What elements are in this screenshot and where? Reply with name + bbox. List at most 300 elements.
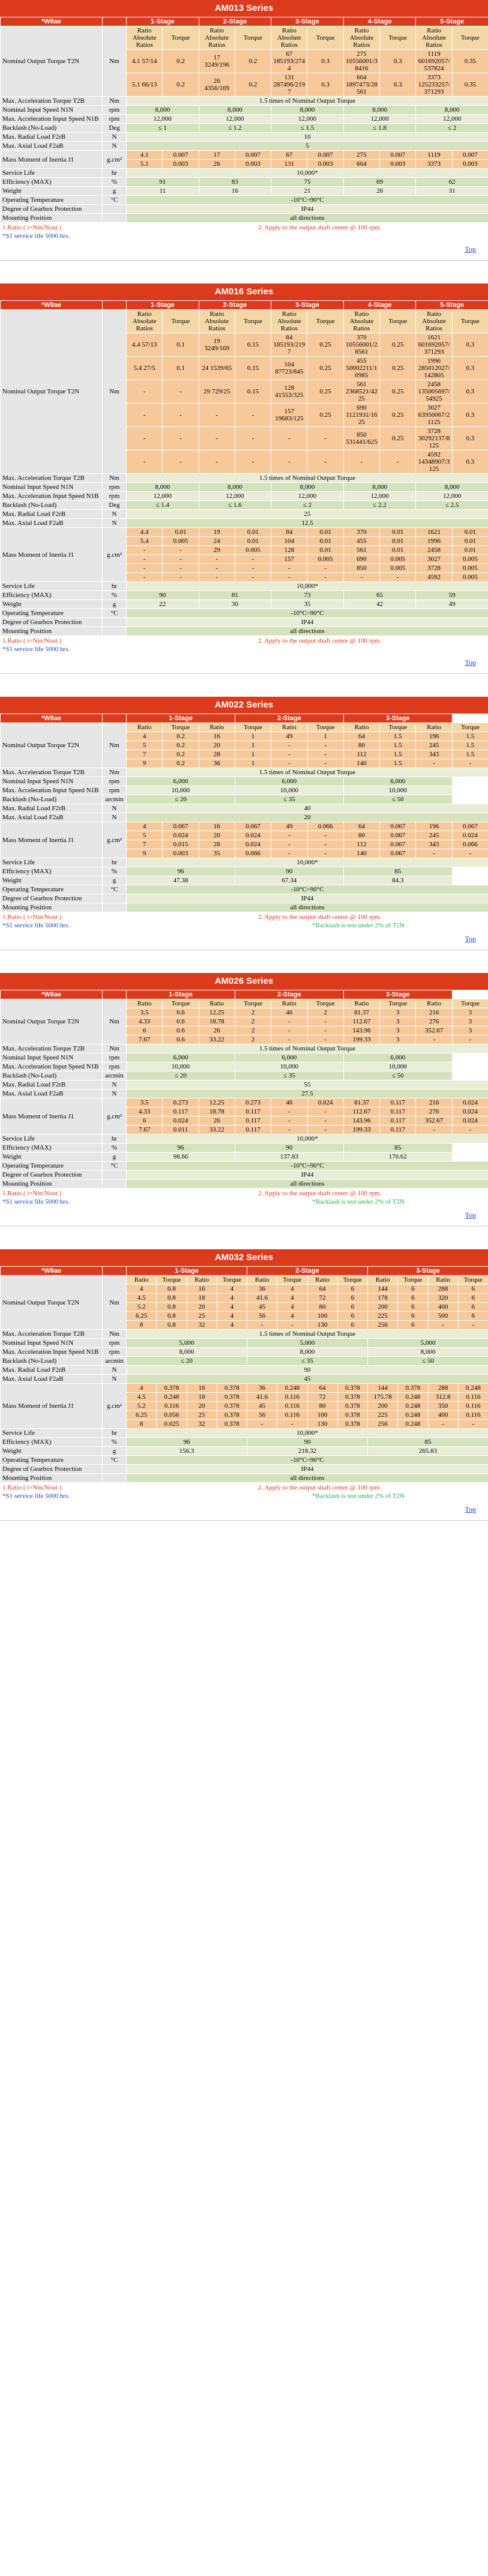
operating-temperature — [1, 885, 488, 894]
torque-value: 3 — [380, 1035, 416, 1044]
inertia-value: 9 — [127, 849, 163, 858]
inertia-value: 12.25 — [199, 1099, 235, 1108]
inertia-value: 3373 — [416, 160, 452, 169]
torque-value: 0.25 — [307, 380, 343, 404]
service-life — [1, 582, 488, 591]
weight-value: 47.38 — [127, 876, 235, 885]
weight-value: 21 — [271, 187, 344, 196]
inertia-value: - — [199, 573, 235, 582]
column-subheader: Ratio — [368, 1276, 398, 1285]
nominal-input-speed — [1, 777, 488, 786]
stage-header: 1-Stage — [127, 714, 235, 723]
inertia-value: 0.067 — [235, 822, 271, 831]
max-accel-torque-label: Max. Acceleration Torque T2B — [1, 1330, 103, 1339]
torque-value: 112 — [343, 750, 379, 759]
backlash-value: ≤ 2.5 — [416, 501, 488, 510]
torque-value: 26 — [199, 1026, 235, 1035]
inertia-value: 35 — [199, 849, 235, 858]
torque-value: - — [307, 1035, 343, 1044]
stage-header: 1-Stage — [127, 301, 199, 310]
inertia-value: 5.1 — [127, 160, 163, 169]
header-row — [1, 301, 488, 310]
inertia-value: 5.2 — [127, 1402, 157, 1411]
max-radial-load-label: Max. Radial Load F2rB — [1, 510, 103, 519]
stage-header: 5-Stage — [416, 17, 488, 26]
stage-header: 3-Stage — [368, 1267, 488, 1276]
inertia-value: 0.024 — [163, 1117, 199, 1126]
max-accel-input-speed-value: 8,000 — [368, 1348, 488, 1357]
inertia-value: 1996 — [416, 537, 452, 546]
torque-value: 0.3 — [307, 73, 343, 97]
gearbox-protection — [1, 1465, 488, 1474]
max-axial-load-unit: N — [103, 1375, 127, 1384]
torque-value: 3 — [380, 1008, 416, 1017]
column-subheader: Ratio — [343, 723, 379, 732]
column-subheader: Torque — [452, 310, 488, 333]
column-subheader: Ratio — [199, 999, 235, 1008]
inertia-value: 1621 — [416, 528, 452, 537]
inertia-value: 0.116 — [277, 1393, 307, 1402]
watt-header: *W8ae — [1, 301, 103, 310]
torque-value: 112.67 — [343, 1017, 379, 1026]
footnote-service-life: *S1 service life 5000 hrs. — [2, 1198, 70, 1205]
inertia-value: 0.248 — [398, 1393, 428, 1402]
max-accel-input-speed-value: 10,000 — [235, 786, 343, 795]
inertia-value: 80 — [343, 831, 379, 840]
inertia-value: - — [380, 573, 416, 582]
efficiency-value: 96 — [127, 867, 235, 876]
torque-value: - — [235, 450, 271, 474]
inertia-value: 80 — [307, 1402, 337, 1411]
inertia-value: 216 — [416, 1099, 452, 1108]
torque-value: 3373 125233257/371293 — [416, 73, 452, 97]
inertia-value: 26 — [199, 160, 235, 169]
inertia-value: 0.116 — [157, 1402, 187, 1411]
inertia-value: 64 — [307, 1384, 337, 1393]
inertia-value: 0.378 — [337, 1411, 367, 1420]
torque-value: 128 41553/325 — [271, 380, 307, 404]
torque-value: 7 — [127, 750, 163, 759]
max-axial-load-value: 12.5 — [127, 519, 488, 528]
top-link[interactable]: Top — [465, 658, 476, 667]
inertia-value: - — [428, 1420, 458, 1429]
inertia-value: 0.067 — [163, 822, 199, 831]
subheader-row — [1, 723, 488, 732]
nominal-input-speed-label: Nominal Input Speed N1N — [1, 1053, 103, 1062]
max-accel-input-speed-label: Max. Acceleration Input Speed N1B — [1, 1348, 103, 1357]
inertia-value: 0.117 — [235, 1126, 271, 1135]
torque-value: 4592 14348907/3125 — [416, 450, 452, 474]
unit-nm: Nm — [103, 310, 127, 474]
column-subheader: Ratio — [343, 999, 379, 1008]
weight-value: 35 — [271, 600, 344, 609]
header-row — [1, 714, 488, 723]
inertia-value: 6.25 — [127, 1411, 157, 1420]
max-accel-torque-label: Max. Acceleration Torque T2B — [1, 97, 103, 106]
mass-moment-inertia-label: Mass Moment of Inertia J1 — [1, 822, 103, 858]
operating-temperature — [1, 1162, 488, 1171]
nominal-input-speed-value: 6,000 — [343, 777, 452, 786]
torque-value: 0.8 — [157, 1303, 187, 1312]
weight-value: 218.32 — [247, 1447, 368, 1456]
inertia-value: - — [235, 555, 271, 564]
section-divider — [0, 1221, 488, 1226]
max-accel-torque — [1, 474, 488, 483]
inertia-value: 0.024 — [235, 840, 271, 849]
operating-temperature-value: -10°C~90°C — [127, 1456, 488, 1465]
max-axial-load-unit: N — [103, 142, 127, 151]
max-radial-load-unit: N — [103, 1366, 127, 1375]
nominal-input-speed-value: 5,000 — [247, 1339, 368, 1348]
top-link[interactable]: Top — [465, 1211, 476, 1219]
subheader-row — [1, 999, 488, 1008]
inertia-value: 0.003 — [163, 849, 199, 858]
column-subheader: Ratio — [187, 1276, 217, 1285]
torque-value: 5.1 66/13 — [127, 73, 163, 97]
torque-value: 850 531441/625 — [343, 427, 379, 450]
inertia-row — [1, 1099, 488, 1108]
torque-value: 320 — [428, 1294, 458, 1303]
torque-value: 2 — [235, 1008, 271, 1017]
backlash — [1, 1357, 488, 1366]
mounting-position-value: all directions — [127, 1474, 488, 1483]
torque-value: - — [235, 427, 271, 450]
max-radial-load — [1, 1366, 488, 1375]
max-accel-input-speed-value: 12,000 — [416, 115, 488, 124]
torque-value: 500 — [428, 1312, 458, 1321]
inertia-value: 0.007 — [307, 151, 343, 160]
torque-value: 4 — [217, 1321, 247, 1330]
inertia-value: 0.378 — [217, 1402, 247, 1411]
mounting-position-value: all directions — [127, 627, 488, 636]
torque-value: 140 — [343, 759, 379, 768]
torque-value: - — [127, 404, 163, 427]
gearbox-protection-label: Degree of Gearbox Protection — [1, 205, 103, 214]
weight-value: 170.62 — [343, 1153, 452, 1162]
inertia-value: 0.015 — [163, 840, 199, 849]
inertia-value: 140 — [343, 849, 379, 858]
backlash-label: Backlash (No-Load) — [1, 795, 103, 804]
inertia-value: - — [163, 546, 199, 555]
efficiency-value: 73 — [271, 591, 344, 600]
service-life — [1, 1429, 488, 1438]
inertia-value: - — [235, 564, 271, 573]
mounting-position-value: all directions — [127, 214, 488, 223]
nominal-output-torque-label: Nominal Output Torque T2N — [1, 999, 103, 1044]
section-divider — [0, 668, 488, 674]
inertia-value: 0.248 — [458, 1384, 488, 1393]
subheader-row — [1, 1276, 488, 1285]
max-accel-input-speed-value: 8,000 — [247, 1348, 368, 1357]
footnote-apply: 2. Apply to the output shaft center @ 100 rpm. — [258, 637, 382, 644]
max-axial-load-label: Max. Axial Load F2aB — [1, 519, 103, 528]
inertia-value: 56 — [247, 1411, 277, 1420]
max-accel-input-speed — [1, 1062, 488, 1071]
torque-value: 64 — [343, 732, 379, 741]
torque-value: - — [307, 1026, 343, 1035]
inertia-value: 175.78 — [368, 1393, 398, 1402]
torque-value: 3728 30292137/8125 — [416, 427, 452, 450]
inertia-value: 24 — [199, 537, 235, 546]
am016-series-section — [0, 283, 488, 674]
max-axial-load-label: Max. Axial Load F2aB — [1, 1375, 103, 1384]
max-accel-torque-unit: Nm — [103, 474, 127, 483]
torque-value: 0.6 — [163, 1017, 199, 1026]
footnote-ratio: 1.Ratio ( i=Nin/Nout ) — [2, 1484, 62, 1491]
section-divider — [0, 255, 488, 261]
column-subheader: Torque — [217, 1276, 247, 1285]
inertia-value: 0.01 — [452, 537, 488, 546]
service-life — [1, 1135, 488, 1144]
column-subheader: Ratio — [271, 723, 307, 732]
torque-value: - — [127, 450, 163, 474]
nominal-input-speed-label: Nominal Input Speed N1N — [1, 777, 103, 786]
max-axial-load-value: 20 — [127, 813, 488, 822]
am022-series-section — [0, 697, 488, 950]
inertia-value: 143.96 — [343, 1117, 379, 1126]
inertia-value: 4592 — [416, 573, 452, 582]
gearbox-protection-unit — [103, 1171, 127, 1180]
spec-table — [0, 990, 488, 1189]
inertia-value: - — [416, 1126, 452, 1135]
max-axial-load — [1, 1375, 488, 1384]
torque-value: 0.2 — [235, 73, 271, 97]
efficiency-value: 69 — [343, 178, 416, 187]
inertia-value: 104 — [271, 537, 307, 546]
top-link[interactable]: Top — [465, 935, 476, 943]
torque-value: 100 — [307, 1312, 337, 1321]
operating-temperature-label: Operating Temperature — [1, 1456, 103, 1465]
inertia-value: 100 — [307, 1411, 337, 1420]
service-life-unit: hr — [103, 1135, 127, 1144]
torque-value: - — [307, 750, 343, 759]
inertia-value: 0.007 — [452, 151, 488, 160]
inertia-value: 343 — [416, 840, 452, 849]
stage-header: 3-Stage — [271, 17, 344, 26]
efficiency — [1, 178, 488, 187]
max-radial-load-value: 90 — [127, 1366, 488, 1375]
max-radial-load-unit: N — [103, 804, 127, 813]
torque-value: 245 — [416, 741, 452, 750]
unit-header — [103, 990, 127, 999]
efficiency-label: Efficiency (MAX) — [1, 1438, 103, 1447]
inertia-value: - — [277, 1420, 307, 1429]
inertia-value: 0.117 — [235, 1117, 271, 1126]
torque-value: 199.33 — [343, 1035, 379, 1044]
inertia-value: 0.117 — [235, 1108, 271, 1117]
gearbox-protection-unit — [103, 1465, 127, 1474]
service-life-value: 10,000* — [127, 169, 488, 178]
mounting-position-unit — [103, 1474, 127, 1483]
inertia-value: 455 — [343, 537, 379, 546]
footnotes — [0, 1189, 488, 1209]
operating-temperature-unit: °C — [103, 1162, 127, 1171]
torque-value: 0.3 — [452, 404, 488, 427]
mass-moment-inertia-label: Mass Moment of Inertia J1 — [1, 151, 103, 169]
nominal-input-speed — [1, 106, 488, 115]
torque-value: 3 — [452, 1017, 488, 1026]
torque-value: 0.2 — [235, 50, 271, 73]
column-subheader: Torque — [458, 1276, 488, 1285]
weight-value: 156.3 — [127, 1447, 247, 1456]
backlash — [1, 1071, 488, 1080]
inertia-value: 0.378 — [217, 1420, 247, 1429]
column-subheader: Ratio Absolute Ratios — [199, 26, 235, 50]
torque-value: - — [271, 759, 307, 768]
torque-value: 56 — [247, 1312, 277, 1321]
inertia-value: 84 — [271, 528, 307, 537]
torque-value: 6 — [337, 1321, 367, 1330]
series-title: AM022 Series — [0, 697, 488, 714]
torque-value: - — [271, 750, 307, 759]
spec-table — [0, 1266, 488, 1483]
series-title: AM016 Series — [0, 283, 488, 300]
torque-value: - — [416, 1035, 452, 1044]
operating-temperature-value: -10°C~90°C — [127, 609, 488, 618]
efficiency-value: 91 — [127, 178, 199, 187]
torque-value: 256 — [368, 1321, 398, 1330]
nominal-input-speed-value: 6,000 — [235, 777, 343, 786]
weight-unit: g — [103, 1153, 127, 1162]
torque-value: 6 — [398, 1285, 428, 1294]
torque-value: 17 3249/196 — [199, 50, 235, 73]
inertia-value: 0.067 — [380, 849, 416, 858]
column-subheader: Ratio — [307, 1276, 337, 1285]
top-link[interactable]: Top — [465, 245, 476, 253]
am026-series-section — [0, 973, 488, 1226]
torque-value: 0.35 — [452, 73, 488, 97]
mounting-position-label: Mounting Position — [1, 1474, 103, 1483]
inertia-value: 4.1 — [127, 151, 163, 160]
unit-nm: Nm — [103, 26, 127, 97]
torque-value: 1 — [235, 750, 271, 759]
nominal-input-speed-value: 5,000 — [127, 1339, 247, 1348]
weight-value: 265.83 — [368, 1447, 488, 1456]
mass-moment-inertia-label: Mass Moment of Inertia J1 — [1, 1099, 103, 1135]
weight-value: 49 — [416, 600, 488, 609]
efficiency-unit: % — [103, 1438, 127, 1447]
torque-value: 6 — [398, 1321, 428, 1330]
weight-value: 42 — [343, 600, 416, 609]
max-accel-input-speed-unit: rpm — [103, 492, 127, 501]
torque-value: - — [307, 741, 343, 750]
weight-label: Weight — [1, 187, 103, 196]
inertia-value: 144 — [368, 1384, 398, 1393]
inertia-value: - — [271, 831, 307, 840]
operating-temperature-unit: °C — [103, 885, 127, 894]
inertia-value: 0.01 — [307, 537, 343, 546]
max-axial-load — [1, 813, 488, 822]
column-subheader: Ratio Absolute Ratios — [343, 26, 379, 50]
weight — [1, 1447, 488, 1456]
torque-value: 130 — [307, 1321, 337, 1330]
torque-value: 3027 63950067/21125 — [416, 404, 452, 427]
column-subheader: Torque — [307, 723, 343, 732]
mounting-position-label: Mounting Position — [1, 214, 103, 223]
inertia-value: - — [458, 1420, 488, 1429]
inertia-value: 350 — [428, 1402, 458, 1411]
inertia-value: 4.33 — [127, 1108, 163, 1117]
torque-value: 29 729/25 — [199, 380, 235, 404]
torque-value: 6 — [337, 1303, 367, 1312]
efficiency-value: 85 — [368, 1438, 488, 1447]
inertia-value: 0.117 — [163, 1108, 199, 1117]
nominal-input-speed-value: 8,000 — [199, 483, 271, 492]
weight-label: Weight — [1, 1153, 103, 1162]
inertia-value: 36 — [247, 1384, 277, 1393]
spec-table — [0, 714, 488, 912]
inertia-value: - — [452, 849, 488, 858]
nominal-input-speed-label: Nominal Input Speed N1N — [1, 483, 103, 492]
nominal-input-speed-value: 8,000 — [416, 106, 488, 115]
torque-value: - — [127, 427, 163, 450]
torque-value: 4 — [127, 732, 163, 741]
backlash-value: ≤ 50 — [343, 1071, 452, 1080]
torque-value: 1.5 — [452, 750, 488, 759]
mounting-position-label: Mounting Position — [1, 1180, 103, 1189]
service-life-unit: hr — [103, 1429, 127, 1438]
nominal-input-speed-value: 8,000 — [416, 483, 488, 492]
watt-header: *W8ae — [1, 714, 103, 723]
gearbox-protection — [1, 1171, 488, 1180]
weight-value: 22 — [127, 600, 199, 609]
inertia-value: 0.378 — [217, 1384, 247, 1393]
max-accel-input-speed-value: 12,000 — [271, 115, 344, 124]
torque-value: 6 — [337, 1285, 367, 1294]
service-life-unit: hr — [103, 582, 127, 591]
inertia-value: 45 — [247, 1402, 277, 1411]
torque-value: 5 — [127, 741, 163, 750]
nominal-output-torque-label: Nominal Output Torque T2N — [1, 310, 103, 474]
inertia-value: 0.01 — [163, 528, 199, 537]
gearbox-protection-label: Degree of Gearbox Protection — [1, 894, 103, 903]
top-link[interactable]: Top — [465, 1505, 476, 1514]
inertia-row — [1, 822, 488, 831]
backlash — [1, 795, 488, 804]
mounting-position — [1, 1474, 488, 1483]
efficiency-value: 90 — [235, 867, 343, 876]
max-axial-load-unit: N — [103, 813, 127, 822]
inertia-value: 0.024 — [452, 1108, 488, 1117]
inertia-value: - — [127, 555, 163, 564]
max-accel-input-speed-unit: rpm — [103, 786, 127, 795]
inertia-value: - — [271, 849, 307, 858]
footnotes — [0, 912, 488, 933]
nominal-input-speed-value: 8,000 — [127, 483, 199, 492]
mounting-position-value: all directions — [127, 1180, 488, 1189]
stage-header: 3-Stage — [343, 714, 452, 723]
max-accel-input-speed-value: 8,000 — [127, 1348, 247, 1357]
max-axial-load — [1, 142, 488, 151]
service-life-label: Service Life — [1, 169, 103, 178]
footnote-backlash: *Backlash is test under 2% of T2N — [312, 922, 405, 929]
torque-value: 0.2 — [163, 732, 199, 741]
inertia-value: - — [307, 564, 343, 573]
torque-value: 0.1 — [163, 333, 199, 357]
inertia-value: - — [307, 1126, 343, 1135]
inertia-value: 0.116 — [458, 1411, 488, 1420]
max-accel-input-speed-value: 12,000 — [416, 492, 488, 501]
backlash-label: Backlash (No-Load) — [1, 124, 103, 133]
inertia-value: 4 — [127, 1384, 157, 1393]
inertia-value: 0.273 — [235, 1099, 271, 1108]
torque-value: 0.25 — [307, 404, 343, 427]
backlash-value: ≤ 20 — [127, 1357, 247, 1366]
inertia-row — [1, 151, 488, 160]
backlash-value: ≤ 50 — [368, 1357, 488, 1366]
inertia-value: 0.005 — [452, 555, 488, 564]
inertia-value: 256 — [368, 1420, 398, 1429]
